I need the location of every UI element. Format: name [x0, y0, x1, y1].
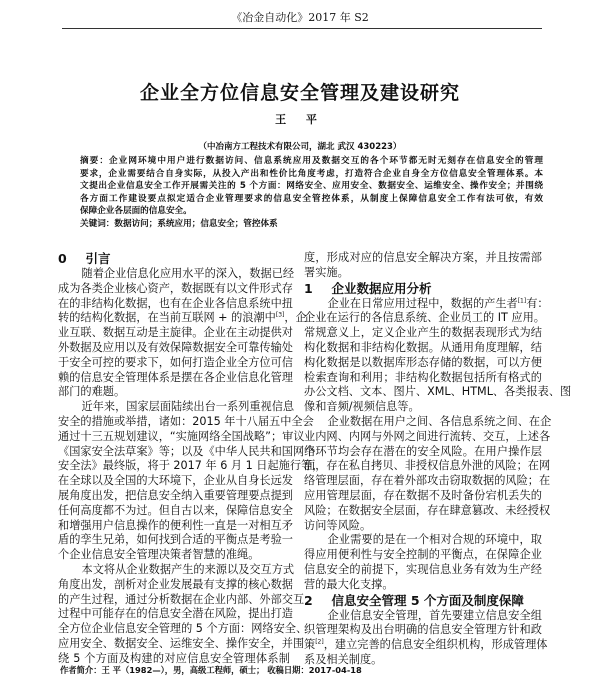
- text-line: 得应用便利性与安全控制的平衡点，在保障企业: [304, 548, 542, 562]
- abstract-line: 各方面工作建设要点拟定适合企业管理要求的信息安全管控体系，从制度上保障信息安全工作有法可依，有效: [80, 193, 543, 204]
- text-line: 安全法》最终版，将于 2017 年 6 月 1 日起施行等，: [58, 459, 324, 473]
- text-line: 常规意义上，定义企业产生的数据表现形式为结: [304, 326, 542, 340]
- text-line: 策[2]，建立完善的信息安全组织机构，形成管理体: [304, 638, 548, 652]
- text-line: 系及相关制度。: [304, 652, 383, 666]
- text-line: 于安全可控的要求下，如何打造企业全方位可信: [58, 355, 293, 369]
- section-heading: [304, 593, 542, 609]
- text-line: 应用安全、数据安全、运维安全、操作安全，并围: [58, 636, 305, 650]
- section-heading: [304, 281, 542, 297]
- author-footnote: 作者简介：王 平（1982—），男，高级工程师，硕士； 收稿日期：2017-04-18: [60, 665, 362, 675]
- paragraph: [304, 296, 572, 415]
- text-line: 转的结构化数据，在当前互联网 + 的浪潮中[3]，企: [58, 311, 307, 325]
- abstract-line: 文提出企业信息安全工作开展需关注的 5 个方面：网络安全、应用安全、数据安全、运维安全、操作安全；并围绕: [80, 181, 543, 192]
- text-line: 任何高度都不为过。但自古以来，保障信息安全: [58, 503, 293, 517]
- text-line: 办公文档、文本、图片、XML、HTML、各类报表、图: [304, 385, 572, 399]
- body-column-right: [304, 251, 572, 668]
- paragraph: [58, 562, 308, 667]
- paragraph: [304, 608, 548, 668]
- text-line: 信息安全的前提下，实现信息业务有效为生产经: [304, 562, 542, 576]
- text-line: 安全的措施或举措，诸如：2015 年十八届五中全会: [58, 414, 314, 428]
- text-line: 企业数据在用户之间、各信息系统之间、在企: [327, 414, 552, 428]
- paragraph: [58, 267, 307, 400]
- text-line: 近年来，国家层面陆续出台一系列重视信息: [81, 400, 295, 414]
- section-number: 2: [304, 592, 313, 608]
- author-name: 王 平: [275, 113, 325, 126]
- paragraph: [58, 400, 324, 563]
- citation-marker: [2]: [315, 638, 324, 646]
- paragraph: [304, 533, 542, 592]
- abstract-line: 要求，企业需要结合自身实际，从投入产出和性价比角度考虑，打造符合企业自身全方位信息安全管理体系。本: [80, 168, 543, 179]
- text-line: 像和音频/视频信息等。: [304, 400, 420, 414]
- text-line: 访问等风险。: [304, 518, 372, 532]
- paragraph: [304, 251, 542, 281]
- section-number: 0: [58, 251, 67, 266]
- abstract: [80, 155, 543, 231]
- text-line: 企业在日常应用过程中，数据的产生者[1]有：: [327, 296, 549, 310]
- section-title: 信息安全管理 5 个方面及制度保障: [331, 592, 524, 608]
- text-line: 企业需要的是在一个相对合规的环境中，取: [327, 533, 542, 547]
- text-line: 通过十三五规划建议，“实施网络全国战略”；审议: [58, 429, 305, 443]
- text-line: 面，存在私自拷贝、非授权信息外泄的风险；在网: [304, 459, 551, 473]
- text-line: 随着企业信息化应用水平的深入，数据已经: [81, 267, 295, 280]
- text-line: 业内网、内网与外网之间进行流转、交互，上述各: [304, 429, 551, 443]
- text-line: 风险；在数据安全层面，存在肆意篡改、未经授权: [304, 503, 551, 517]
- text-line: 成为各类企业核心资产，数据既有以文件形式存: [58, 281, 293, 295]
- text-line: 织管理架构及出台明确的信息安全管理方针和政: [304, 623, 542, 637]
- text-line: 展角度出发，把信息安全纳入重要管理要点提到: [58, 488, 293, 502]
- text-line: 在的非结构化数据，也有在企业各信息系统中扭: [58, 296, 293, 310]
- section-title: 引言: [85, 251, 111, 266]
- text-line: 绕 5 个方面及构建的对应信息安全管理体系制: [58, 651, 290, 665]
- keywords: 关键词：数据访问；系统应用；信息安全；管控体系: [80, 218, 278, 229]
- paper-title: 企业全方位信息安全管理及建设研究: [139, 82, 460, 104]
- text-line: 企业信息安全管理，首先要建立信息安全组: [327, 608, 542, 622]
- text-line: 构化数据和非结构化数据。从通用角度理解，结: [304, 340, 542, 354]
- paragraph: [304, 414, 552, 533]
- text-line: 企业在运行的各信息系统、企业员工的 IT 应用。: [304, 311, 545, 325]
- text-line: 业互联、数据互动是主旋律。企业在主动提供对: [58, 326, 293, 340]
- affiliation: （中冶南方工程技术有限公司，湖北 武汉 430223）: [198, 142, 402, 152]
- abstract-line: 保障企业各层面的信息安全。: [80, 206, 192, 217]
- text-line: 构化数据是以数据库形态存储的数据，可以方便: [304, 355, 542, 369]
- text-line: 在全球以及全国的大环境下，企业从自身长远发: [58, 474, 293, 488]
- text-line: 个企业信息安全管理决策者智慧的准绳。: [58, 548, 260, 562]
- text-line: 的产生过程，通过分析数据在企业内部、外部交互: [58, 592, 305, 606]
- body-column-left: [58, 251, 324, 667]
- header-rule: [62, 28, 542, 29]
- text-line: 检索查询和利用；非结构化数据包括所有格式的: [304, 370, 542, 384]
- text-line: 《国家安全法草案》等；以及《中华人民共和国网络: [58, 444, 316, 458]
- section-heading: [58, 251, 290, 267]
- abstract-line: 摘要：企业网环境中用户进行数据访问、信息系统应用及数据交互的各个环节都无时无刻存在信息安全的管理: [80, 156, 543, 166]
- section-title: 企业数据应用分析: [331, 280, 432, 296]
- journal-header: 《冶金自动化》2017 年 S2: [231, 11, 369, 24]
- section-number: 1: [304, 280, 313, 296]
- text-line: 营的最大化支撑。: [304, 577, 394, 591]
- text-line: 署实施。: [304, 265, 349, 279]
- citation-marker: [3]: [275, 311, 285, 319]
- text-line: 和增强用户信息操作的便利性一直是一对相互矛: [58, 518, 293, 532]
- citation-marker: [1]: [517, 296, 527, 304]
- text-line: 应用管理层面，存在数据不及时备份宕机丢失的: [304, 488, 542, 502]
- text-line: 过程中可能存在的信息安全潜在风险，提出打造: [58, 607, 293, 621]
- text-line: 盾的孪生兄弟，如何找到合适的平衡点是考验一: [58, 533, 293, 547]
- text-line: 部门的难题。: [58, 385, 126, 399]
- text-line: 度，形成对应的信息安全解决方案，并且按需部: [304, 251, 542, 264]
- text-line: 络管理层面，存在着外部攻击窃取数据的风险；在: [304, 474, 551, 488]
- text-line: 外数据及应用以及有效保障数据安全可靠传输处: [58, 340, 293, 354]
- text-line: 本文将从企业数据产生的来源以及交互方式: [81, 562, 295, 576]
- text-line: 角度出发，剖析对企业发展最有支撑的核心数据: [58, 577, 293, 591]
- text-line: 个环节均会存在潜在的安全风险。在用户操作层: [304, 444, 542, 458]
- text-line: 赖的信息安全管理体系是摆在各企业信息化管理: [58, 370, 293, 384]
- text-line: 全方位企业信息安全管理的 5 个方面：网络安全、: [58, 622, 308, 636]
